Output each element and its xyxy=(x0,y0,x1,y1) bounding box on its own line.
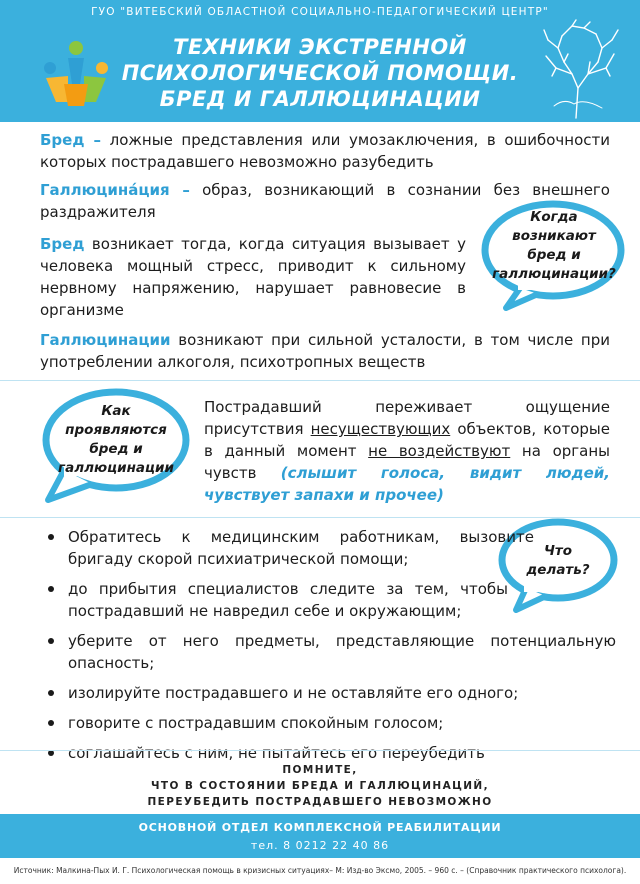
contact-phone: тел. 8 0212 22 40 86 xyxy=(250,839,390,852)
manifestation-part-1: Пострадавший переживает ощущение присутствия xyxy=(204,398,610,438)
manifestation-underlined-2: не воздействуют xyxy=(368,442,511,460)
title-line-1: ТЕХНИКИ ЭКСТРЕННОЙ xyxy=(173,35,467,59)
manifestation-part-2: объектов, которые в данный момент xyxy=(204,420,610,460)
remember-line-1: ПОМНИТЕ, xyxy=(282,764,358,776)
how-line-3: бред и xyxy=(89,441,143,457)
hallucination-text: образ, возникающий в сознании без внешнего раздражителя xyxy=(40,181,610,221)
section-divider-1 xyxy=(0,380,640,381)
how-line-1: Как xyxy=(101,403,131,419)
actions-list xyxy=(40,526,616,772)
how-line-2: проявляются xyxy=(65,422,167,438)
manifestation-underlined-1: несуществующих xyxy=(310,420,451,438)
hallucination-cause-text: возникают при сильной усталости, в том числе при употреблении алкоголя, психотропных веществ xyxy=(40,331,610,371)
how-question xyxy=(46,402,186,478)
when-line-2: возникают xyxy=(512,228,596,244)
delusion-cause-term: Бред xyxy=(40,235,85,253)
head-tree-illustration-icon xyxy=(528,18,628,120)
header-banner xyxy=(0,0,640,122)
people-circle-logo-icon xyxy=(38,38,114,110)
remember-line-2: ЧТО В СОСТОЯНИИ БРЕДА И ГАЛЛЮЦИНАЦИЙ, xyxy=(151,780,489,792)
delusion-term: Бред – xyxy=(40,131,102,149)
list-item: до прибытия специалистов следите за тем, чтобы пострадавший не навредил себе и окружающим; xyxy=(40,578,508,622)
delusion-text: ложные представления или умозаключения, в ошибочности которых пострадавшего невозможно разубедить xyxy=(40,131,610,171)
manifestation-examples: (слышит голоса, видит людей, чувствует запахи и прочее) xyxy=(204,464,610,504)
manifestation-part-3: на органы чувств xyxy=(204,442,610,482)
when-line-3: бред и xyxy=(527,247,581,263)
hallucination-cause-term: Галлюцинации xyxy=(40,331,171,349)
remember-note xyxy=(0,762,640,810)
page-title xyxy=(110,34,530,112)
list-item: уберите от него предметы, представляющие потенциальную опасность; xyxy=(40,630,616,674)
title-line-3: БРЕД И ГАЛЛЮЦИНАЦИИ xyxy=(159,87,481,111)
footer-banner xyxy=(0,814,640,858)
list-item: Обратитесь к медицинским работникам, вызовите бригаду скорой психиатрической помощи; xyxy=(40,526,534,570)
delusion-definition xyxy=(40,129,610,173)
department-name: ОСНОВНОЙ ОТДЕЛ КОМПЛЕКСНОЙ РЕАБИЛИТАЦИИ xyxy=(138,821,502,834)
remember-line-3: ПЕРЕУБЕДИТЬ ПОСТРАДАВШЕГО НЕВОЗМОЖНО xyxy=(147,796,493,808)
organization-name: ГУО "ВИТЕБСКИЙ ОБЛАСТНОЙ СОЦИАЛЬНО-ПЕДАГОГИЧЕСКИЙ ЦЕНТР" xyxy=(91,6,549,18)
what-line-2: делать? xyxy=(526,562,590,578)
delusion-cause-text: возникает тогда, когда ситуация вызывает у человека мощный стресс, приводит к сильному нервному напряжению, нарушает равновесие в организме xyxy=(40,235,466,319)
list-item: изолируйте пострадавшего и не оставляйте его одного; xyxy=(40,682,616,704)
manifestation-text xyxy=(204,396,610,506)
when-line-1: Когда xyxy=(530,209,578,225)
when-question xyxy=(484,208,624,284)
delusion-cause xyxy=(40,233,466,321)
source-citation: Источник: Малкина-Пых И. Г. Психологическая помощь в кризисных ситуациях– М: Изд-во Эксмо, 2005. – 960 с. – (Справочник практического психолога). xyxy=(13,866,627,875)
list-item: говорите с пострадавшим спокойным голосом; xyxy=(40,712,616,734)
list-item: соглашайтесь с ним, не пытайтесь его переубедить xyxy=(40,742,616,764)
what-line-1: Что xyxy=(543,543,572,559)
hallucination-cause xyxy=(40,329,610,373)
section-divider-3 xyxy=(0,750,640,751)
title-line-2: ПСИХОЛОГИЧЕСКОЙ ПОМОЩИ. xyxy=(121,61,519,85)
how-line-4: галлюцинации xyxy=(58,460,174,476)
hallucination-term: Галлюцинáция – xyxy=(40,181,190,199)
when-line-4: галлюцинации? xyxy=(492,266,616,282)
